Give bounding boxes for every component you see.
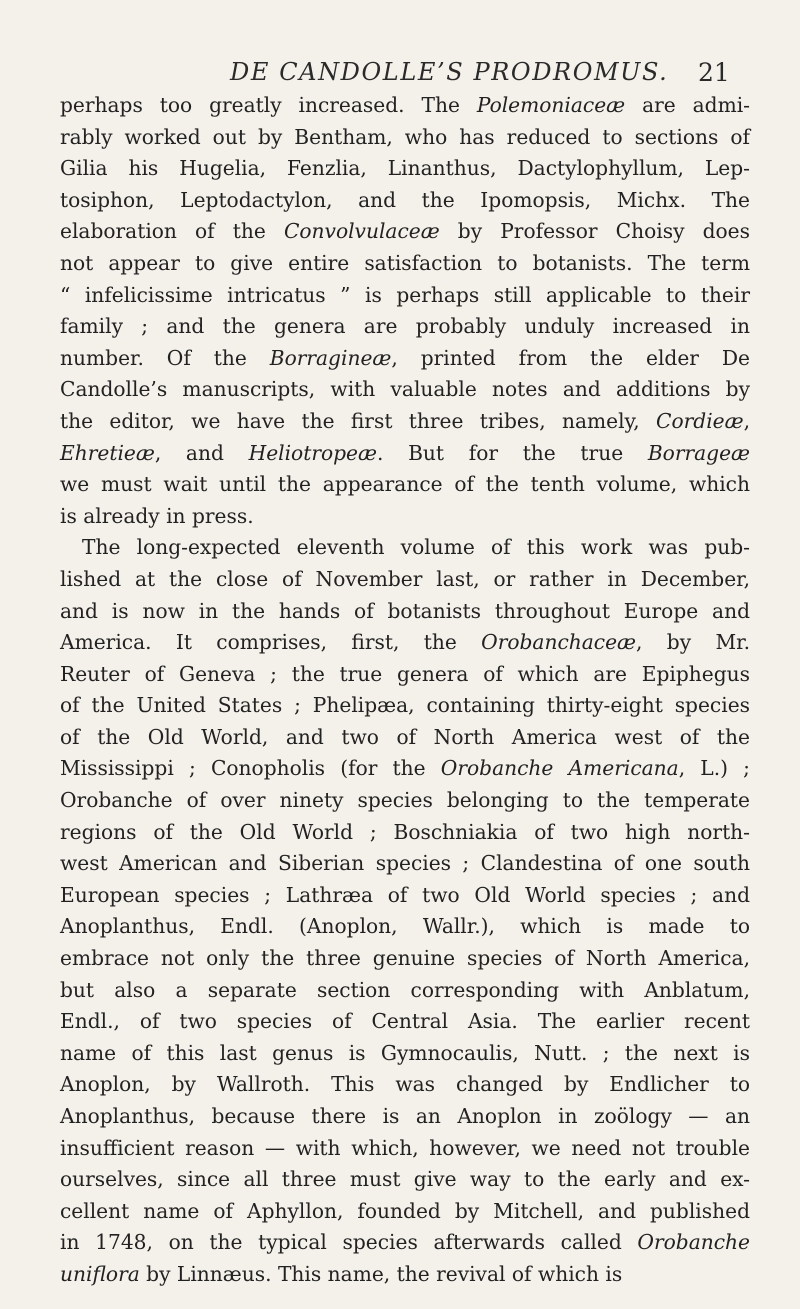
text-line xyxy=(60,659,750,691)
text-line xyxy=(60,848,750,880)
text-run: we must wait until the appearance of the tenth volume, which xyxy=(60,472,750,497)
text-run: lished at the close of November last, or rather in December, xyxy=(60,566,750,591)
text-line xyxy=(60,1006,750,1038)
text-run: Anoplon, by Wallroth. This was changed by Endlicher to xyxy=(60,1072,750,1097)
text-run: and is now in the hands of botanists throughout Europe and xyxy=(60,598,750,623)
italic-term: Polemoniaceæ xyxy=(476,93,626,117)
italic-term: Borragineæ xyxy=(269,345,392,370)
text-line xyxy=(60,1196,750,1228)
text-run: elaboration of the xyxy=(60,219,284,244)
text-line xyxy=(60,374,750,406)
text-run: ourselves, since all three must give way to the early and ex- xyxy=(60,1167,750,1192)
text-run: family ; and the genera are probably unduly increased in xyxy=(60,314,750,339)
italic-term: Ehretieæ xyxy=(60,440,155,465)
text-run: , by Mr. xyxy=(636,630,750,655)
text-line xyxy=(60,753,750,785)
text-run: , xyxy=(743,408,750,433)
text-line xyxy=(60,975,750,1007)
text-run: of the United States ; Phelipæa, containing thirty-eight species xyxy=(60,693,750,718)
text-run: is already in press. xyxy=(60,503,254,528)
body-text xyxy=(60,90,750,1291)
page-number: 21 xyxy=(698,58,730,87)
text-run: , L.) ; xyxy=(678,756,750,781)
text-line xyxy=(60,627,750,659)
text-run: “ infelicissime intricatus ” is perhaps still applicable to their xyxy=(60,282,750,307)
italic-term: Cordieæ xyxy=(656,408,744,433)
text-line xyxy=(60,880,750,912)
text-run: but also a separate section corresponding with Anblatum, xyxy=(60,977,750,1002)
text-run: America. It comprises, first, the xyxy=(60,630,482,655)
text-line xyxy=(60,122,750,154)
text-line xyxy=(60,1259,750,1291)
italic-term: Orobanche xyxy=(637,1230,750,1255)
text-run: , printed from the elder De xyxy=(391,345,750,370)
italic-term: Orobanche Americana xyxy=(440,756,679,781)
text-run: , and xyxy=(154,440,249,465)
italic-term: Borrageæ xyxy=(647,440,751,465)
text-line xyxy=(60,532,750,564)
text-line xyxy=(60,343,750,375)
text-run: Gilia his Hugelia, Fenzlia, Linanthus, Dactylophyllum, Lep- xyxy=(60,156,750,181)
text-line xyxy=(60,943,750,975)
text-run: name of this last genus is Gymnocaulis, Nutt. ; the next is xyxy=(60,1040,750,1065)
text-line xyxy=(60,1038,750,1070)
text-run: by Linnæus. This name, the revival of which is xyxy=(139,1261,623,1286)
text-run: The long-expected eleventh volume of this work was pub- xyxy=(82,535,750,560)
italic-term: Convolvulaceæ xyxy=(283,219,440,244)
text-line xyxy=(60,501,750,533)
text-line xyxy=(60,185,750,217)
italic-term: Heliotropeæ xyxy=(248,440,377,465)
text-run: of the Old World, and two of North America west of the xyxy=(60,724,750,749)
text-line xyxy=(60,248,750,280)
text-line xyxy=(60,564,750,596)
text-line xyxy=(60,785,750,817)
text-run: by Professor Choisy does xyxy=(439,219,750,244)
text-run: Anoplanthus, because there is an Anoplon in zoölogy — an xyxy=(60,1104,750,1128)
text-line xyxy=(60,280,750,312)
text-line xyxy=(60,1227,750,1259)
text-run: number. Of the xyxy=(60,345,270,370)
text-run: Endl., of two species of Central Asia. The earlier recent xyxy=(60,1009,750,1034)
text-run: in 1748, on the typical species afterwards called xyxy=(60,1230,638,1255)
text-line xyxy=(60,817,750,849)
text-line xyxy=(60,311,750,343)
text-run: tosiphon, Leptodactylon, and the Ipomopsis, Michx. The xyxy=(60,187,750,212)
text-run: Mississippi ; Conopholis (for the xyxy=(60,756,441,781)
text-line xyxy=(60,690,750,722)
text-run: Candolle’s manuscripts, with valuable notes and additions by xyxy=(60,377,750,402)
text-run: cellent name of Aphyllon, founded by Mitchell, and published xyxy=(60,1198,750,1223)
text-line xyxy=(60,596,750,628)
text-run: embrace not only the three genuine species of North America, xyxy=(60,946,750,971)
text-run: . But for the true xyxy=(376,440,648,465)
text-line xyxy=(60,469,750,501)
text-run: the editor, we have the first three tribes, namely, xyxy=(60,408,657,433)
text-run: insufficient reason — with which, however, we need not trouble xyxy=(60,1135,750,1160)
text-run: Reuter of Geneva ; the true genera of which are Epiphegus xyxy=(60,661,750,686)
text-line xyxy=(60,1101,750,1133)
italic-term: uniflora xyxy=(60,1261,140,1286)
running-head: DE CANDOLLE’S PRODROMUS. xyxy=(230,58,669,86)
text-line xyxy=(60,1069,750,1101)
italic-term: Orobanchaceæ xyxy=(481,630,637,655)
text-line xyxy=(60,1133,750,1165)
text-line xyxy=(60,722,750,754)
text-run: west American and Siberian species ; Clandestina of one south xyxy=(60,851,750,876)
text-run: not appear to give entire satisfaction to botanists. The term xyxy=(60,250,750,275)
text-line xyxy=(60,911,750,943)
text-line xyxy=(60,406,750,438)
text-line xyxy=(60,90,750,122)
text-run: are admi- xyxy=(625,93,750,117)
text-run: Orobanche of over ninety species belonging to the temperate xyxy=(60,788,750,813)
text-run: regions of the Old World ; Boschniakia of two high north- xyxy=(60,819,750,844)
text-line xyxy=(60,153,750,185)
text-run: Anoplanthus, Endl. (Anoplon, Wallr.), which is made to xyxy=(60,914,750,939)
text-line xyxy=(60,216,750,248)
text-run: perhaps too greatly increased. The xyxy=(60,93,477,117)
text-run: rably worked out by Bentham, who has reduced to sections of xyxy=(60,124,750,149)
text-run: European species ; Lathræa of two Old World species ; and xyxy=(60,882,750,907)
text-line xyxy=(60,438,750,470)
text-line xyxy=(60,1164,750,1196)
